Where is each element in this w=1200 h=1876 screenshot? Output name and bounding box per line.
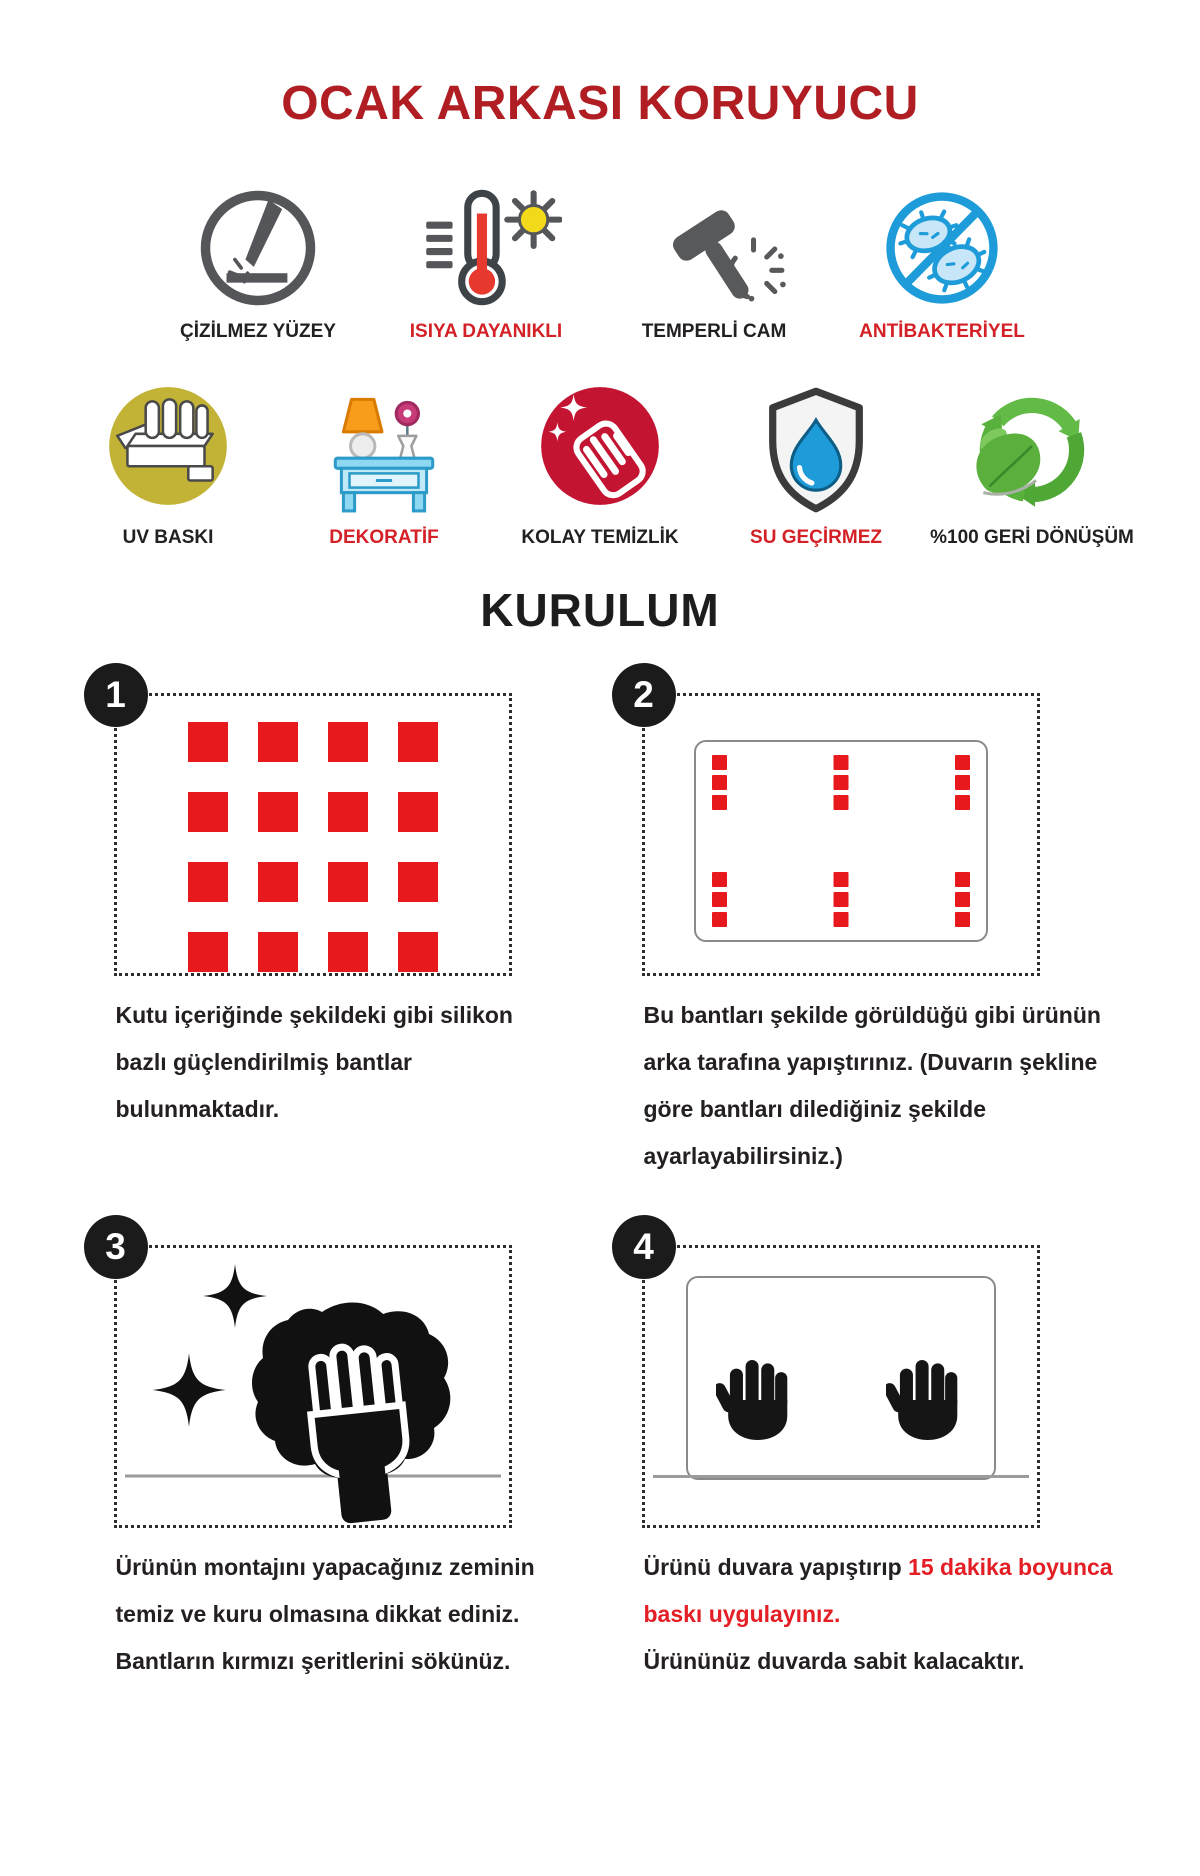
tape-strip bbox=[955, 755, 970, 810]
step-1-caption: Kutu içeriğinde şekildeki gibi silikon bazlı güçlendirilmiş bantlar bulunmaktadır. bbox=[115, 1002, 513, 1123]
section-heading-kurulum: KURULUM bbox=[480, 584, 720, 636]
step-2-caption: Bu bantları şekilde görüldüğü gibi ürünün arka tarafına yapıştırınız. (Duvarın şekline göre bantları dilediğiniz şekilde ayarlayabilirsiniz.) bbox=[643, 1002, 1101, 1170]
feature-label: %100 GERİ DÖNÜŞÜM bbox=[930, 527, 1134, 548]
scratch-resistant-icon bbox=[195, 171, 321, 311]
step-4 bbox=[612, 1215, 1117, 1685]
step-4-caption-seg1: Ürünü duvara yapıştırıp bbox=[643, 1553, 909, 1580]
step-4-badge: 4 bbox=[612, 1215, 676, 1279]
step-3-illustration bbox=[114, 1245, 512, 1528]
adhesive-pad bbox=[188, 792, 228, 832]
page-title: OCAK ARKASI KORUYUCU bbox=[281, 77, 919, 130]
step-1-badge: 1 bbox=[84, 663, 148, 727]
step-3-caption: Ürünün montajını yapacağınız zeminin temiz ve kuru olmasına dikkat ediniz. Bantların kırmızı şeritlerini sökünüz. bbox=[115, 1553, 535, 1674]
step-4-caption-seg2: 15 dakika boyunca baskı uygulayınız. bbox=[643, 1553, 1113, 1627]
tape-strip bbox=[712, 755, 727, 810]
adhesive-pad bbox=[258, 862, 298, 902]
adhesive-pad bbox=[328, 862, 368, 902]
feature-label: ANTİBAKTERİYEL bbox=[859, 321, 1025, 342]
adhesive-pad bbox=[398, 792, 438, 832]
decorative-icon bbox=[313, 377, 455, 517]
feature-recycle bbox=[930, 377, 1134, 549]
wipe-hand-icon bbox=[117, 1248, 509, 1525]
recycle-icon bbox=[959, 377, 1105, 517]
feature-label: DEKORATİF bbox=[329, 527, 439, 548]
feature-label: TEMPERLİ CAM bbox=[641, 321, 787, 342]
adhesive-pad bbox=[328, 792, 368, 832]
adhesive-pad bbox=[328, 722, 368, 762]
tape-strip bbox=[833, 872, 848, 927]
adhesive-pad bbox=[258, 932, 298, 972]
step-4-caption bbox=[644, 1544, 1117, 1685]
feature-label: SU GEÇİRMEZ bbox=[750, 527, 882, 548]
feature-label: UV BASKI bbox=[122, 527, 214, 548]
feature-uv-print bbox=[73, 377, 263, 549]
adhesive-pad bbox=[328, 932, 368, 972]
feature-waterproof bbox=[721, 377, 911, 549]
adhesive-pad bbox=[258, 722, 298, 762]
step-2-badge: 2 bbox=[612, 663, 676, 727]
feature-scratch-resistant bbox=[163, 171, 353, 343]
tape-strip bbox=[833, 755, 848, 810]
adhesive-pads-grid bbox=[188, 722, 438, 972]
product-back-panel bbox=[694, 740, 988, 942]
adhesive-pad bbox=[188, 722, 228, 762]
product-panel bbox=[686, 1276, 996, 1480]
step-1-illustration bbox=[114, 693, 512, 976]
adhesive-pad bbox=[398, 862, 438, 902]
adhesive-pad bbox=[258, 792, 298, 832]
step-2 bbox=[612, 663, 1117, 1181]
tempered-glass-icon bbox=[638, 171, 790, 311]
feature-heat-resistant bbox=[391, 171, 581, 343]
step-2-illustration bbox=[642, 693, 1040, 976]
adhesive-pad bbox=[398, 932, 438, 972]
step-3-badge: 3 bbox=[84, 1215, 148, 1279]
feature-label: KOLAY TEMİZLİK bbox=[521, 527, 679, 548]
tape-strip bbox=[712, 872, 727, 927]
feature-label: ÇİZİLMEZ YÜZEY bbox=[180, 321, 336, 342]
feature-antibacterial bbox=[847, 171, 1037, 343]
installation-steps bbox=[0, 663, 1200, 1685]
wall-surface-line bbox=[653, 1475, 1029, 1478]
adhesive-pad bbox=[188, 932, 228, 972]
feature-label: ISIYA DAYANIKLI bbox=[409, 321, 563, 342]
feature-row-2 bbox=[0, 377, 1200, 549]
tape-strip bbox=[955, 872, 970, 927]
step-3 bbox=[84, 1215, 564, 1685]
hand-icon bbox=[716, 1344, 796, 1442]
hand-icon bbox=[886, 1344, 966, 1442]
feature-easy-clean bbox=[505, 377, 695, 549]
uv-print-icon bbox=[97, 377, 239, 517]
easy-clean-icon bbox=[529, 377, 671, 517]
waterproof-icon bbox=[754, 377, 878, 517]
step-1 bbox=[84, 663, 564, 1181]
step-4-illustration bbox=[642, 1245, 1040, 1528]
step-4-caption-seg3: Ürününüz duvarda sabit kalacaktır. bbox=[643, 1647, 1025, 1674]
antibacterial-icon bbox=[879, 171, 1005, 311]
feature-tempered-glass bbox=[619, 171, 809, 343]
heat-resistant-icon bbox=[410, 171, 562, 311]
adhesive-pad bbox=[188, 862, 228, 902]
feature-decorative bbox=[289, 377, 479, 549]
feature-row-1 bbox=[0, 171, 1200, 343]
adhesive-pad bbox=[398, 722, 438, 762]
